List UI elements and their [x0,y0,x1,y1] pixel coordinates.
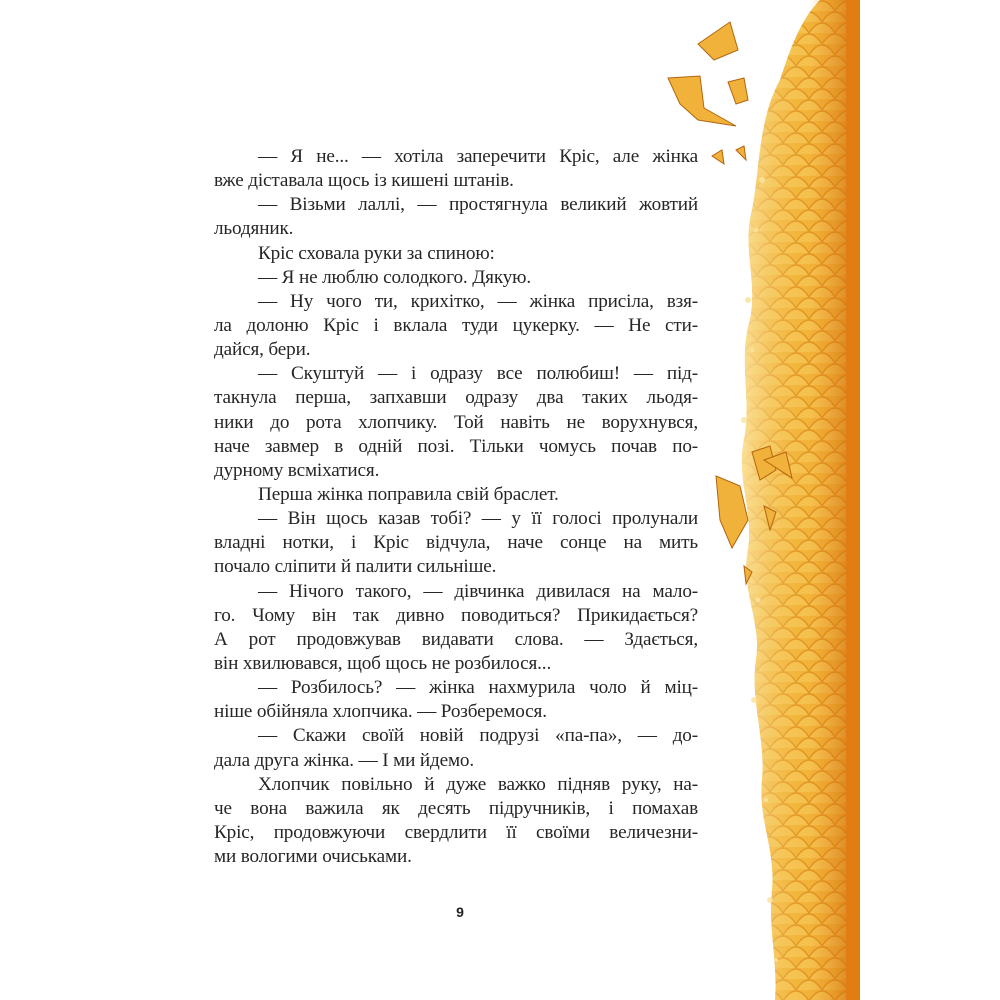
text-line: він хвилювався, щоб щось не розбилося... [214,652,552,674]
golden-dragon-scales-icon [640,0,860,1000]
text-line: — Ну чого ти, крихітко, — жінка присіла, взя- [258,290,698,312]
page-text [214,145,698,869]
text-line: такнула перша, запхавши одразу два таких льодя- [214,387,698,409]
text-line: ми вологими очиськами. [214,846,412,868]
text-line: дайся, бери. [214,339,311,361]
text-line: А рот продовжував видавати слова. — Здається, [214,628,698,650]
page-number: 9 [456,904,464,920]
text-line: Перша жінка поправила свій браслет. [258,483,559,505]
text-line: — Я не люблю солодкого. Дякую. [258,266,532,288]
text-line: вже діставала щось із кишені штанів. [214,170,514,192]
text-line: — Візьми лаллі, — простягнула великий жовтий [258,194,698,216]
text-line: ла долоню Кріс і вклала туди цукерку. — Не сти- [214,314,698,336]
text-line: — Скажи своїй новій подрузі «па-па», — до- [258,725,698,747]
text-line: дурному всміхатися. [214,459,380,481]
text-line: — Він щось казав тобі? — у її голосі пролунали [258,508,698,530]
text-line: — Скуштуй — і одразу все полюбиш! — під- [258,363,698,385]
text-line: ники до рота хлопчику. Той навіть не ворухнувся, [214,411,698,433]
text-line: почало сліпити й палити сильніше. [214,556,497,578]
text-line: льодяник. [214,218,294,240]
text-line: Кріс, продовжуючи свердлити її своїми величезни- [214,821,698,843]
text-line: че вона важила як десять підручників, і помахав [214,797,698,819]
text-line: наче завмер в одній позі. Тільки чомусь почав по- [214,435,698,457]
text-line: — Розбилось? — жінка нахмурила чоло й міц- [258,677,698,699]
text-line: — Я не... — хотіла заперечити Кріс, але жінка [258,146,698,167]
text-line: — Нічого такого, — дівчинка дивилася на мало- [258,580,698,602]
text-line: ніше обійняла хлопчика. — Розберемося. [214,701,547,723]
text-line: дала друга жінка. — І ми йдемо. [214,749,475,771]
text-line: владні нотки, і Кріс відчула, наче сонце на мить [214,532,698,554]
text-line: Хлопчик повільно й дуже важко підняв руку, на- [258,773,698,795]
text-line: Кріс сховала руки за спиною: [258,242,495,264]
text-line: го. Чому він так дивно поводиться? Прикидається? [214,604,698,626]
